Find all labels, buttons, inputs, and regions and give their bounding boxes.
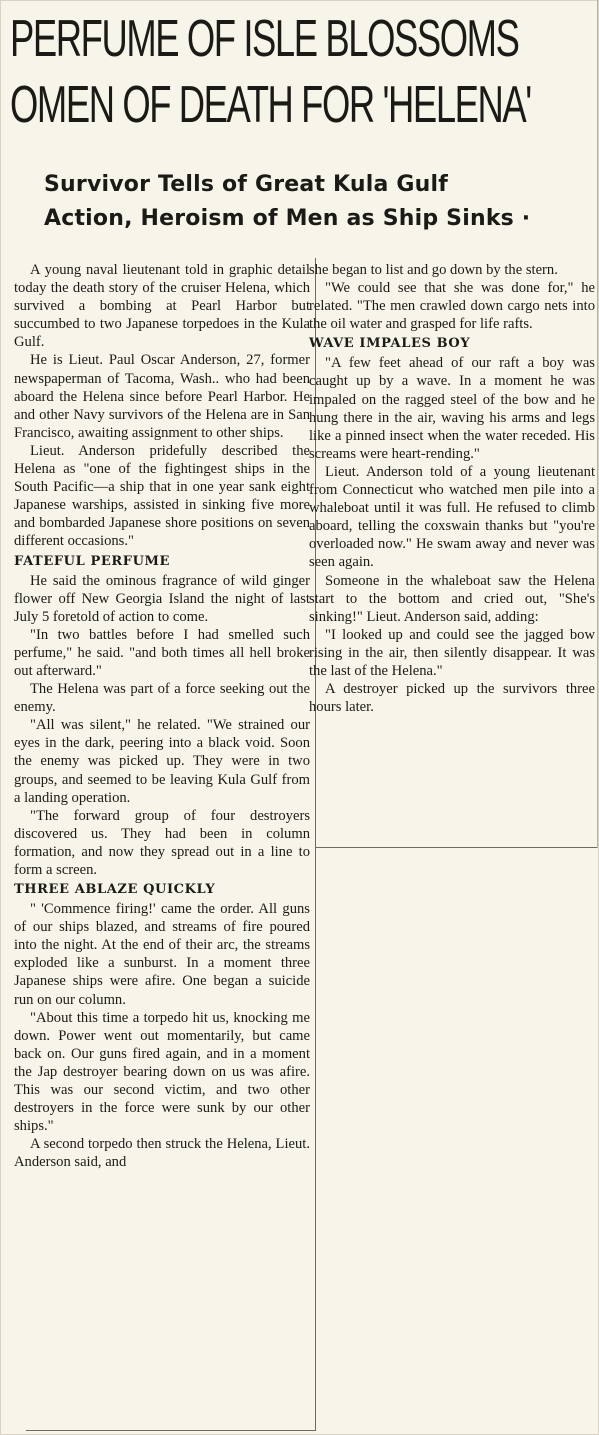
paragraph: "We could see that she was done for," he related. "The men crawled down cargo nets into the oil water and grasped for life rafts.	[309, 280, 595, 333]
paragraph: "All was silent," he related. "We strained our eyes in the dark, peering into a black void. Soon the enemy was picked up. They were in two groups, and seemed to be leaving Kula Gulf from a landing operation.	[14, 717, 310, 806]
headline	[10, 6, 531, 138]
paragraph: He is Lieut. Paul Oscar Anderson, 27, former newspaperman of Tacoma, Wash.. who had been aboard the Helena since before Pearl Harbor. He and other Navy survivors of the Helena are in San Francisco, awaiting assignment to other ships.	[14, 352, 310, 441]
paragraph: "In two battles before I had smelled such perfume," he said. "and both times all hell broke out afterward."	[14, 626, 310, 679]
paragraph: A destroyer picked up the survivors three hours later.	[309, 681, 595, 716]
column-end-rule	[316, 847, 597, 848]
paragraph: He said the ominous fragrance of wild ginger flower off New Georgia Island the night of last July 5 foretold of action to come.	[14, 572, 310, 625]
section-subhead: WAVE IMPALES BOY	[309, 336, 471, 352]
article-column-left	[14, 261, 310, 1172]
paragraph: "The forward group of four destroyers discovered us. They had been in column formation, and now they spread out in a line to form a screen.	[14, 807, 310, 878]
paragraph: "I looked up and could see the jagged bow rising in the air, then silently disappear. It was the last of the Helena."	[309, 626, 595, 679]
subheadline-line-2: Action, Heroism of Men as Ship Sinks ·	[44, 206, 531, 231]
paragraph: "A few feet ahead of our raft a boy was caught up by a wave. In a moment he was impaled on the ragged steel of the bow and he hung there in the air, waving his arms and legs like a pinned insect when the water receded. His screams were heart-rending."	[309, 355, 595, 462]
section-subhead: THREE ABLAZE QUICKLY	[14, 882, 216, 898]
article-column-right	[309, 261, 595, 716]
paragraph: " 'Commence firing!' came the order. All guns of our ships blazed, and streams of fire poured into the night. At the end of their arc, the streams exploded like a sunburst. In a moment three Japanese ships were afire. One began a suicide run on our column.	[14, 901, 310, 1008]
paragraph: she began to list and go down by the stern.	[309, 262, 558, 278]
paragraph: Lieut. Anderson told of a young lieutenant from Connecticut who watched men pile into a whaleboat until it was full. He refused to climb aboard, telling the coxswain thanks but "you're overloaded now." He swam away and never was seen again.	[309, 463, 595, 571]
section-subhead: FATEFUL PERFUME	[14, 553, 171, 569]
paragraph: A second torpedo then struck the Helena, Lieut. Anderson said, and	[14, 1136, 310, 1171]
clipping-edge	[597, 0, 598, 848]
subheadline-line-1: Survivor Tells of Great Kula Gulf	[44, 172, 449, 197]
headline-line-1: PERFUME OF ISLE BLOSSOMS	[10, 10, 519, 68]
headline-line-2: OMEN OF DEATH FOR 'HELENA'	[10, 76, 531, 134]
paragraph: The Helena was part of a force seeking out the enemy.	[14, 681, 310, 716]
paragraph: A young naval lieutenant told in graphic detail today the death story of the cruiser Helena, which survived a bombing at Pearl Harbor but succumbed to two Japanese torpedoes in the Kula Gulf.	[14, 262, 310, 351]
column-end-rule	[26, 1430, 316, 1431]
subheadline	[44, 168, 584, 236]
paragraph: Lieut. Anderson pridefully described the Helena as "one of the fightingest ships in the South Pacific—a ship that in one year sank eight Japanese warships, assisted in sinking five more and bombarded Japanese shore positions on seven different occasions."	[14, 442, 310, 550]
paragraph: Someone in the whaleboat saw the Helena start to the bottom and cried out, "She's sinking!" Lieut. Anderson said, adding:	[309, 572, 595, 625]
paragraph: "About this time a torpedo hit us, knocking me down. Power went out momentarily, but came back on. Our guns fired again, and in a moment the Jap destroyer bearing down on us was afire. This was our second victim, and two other destroyers in the force were sunk by our other ships."	[14, 1009, 310, 1135]
